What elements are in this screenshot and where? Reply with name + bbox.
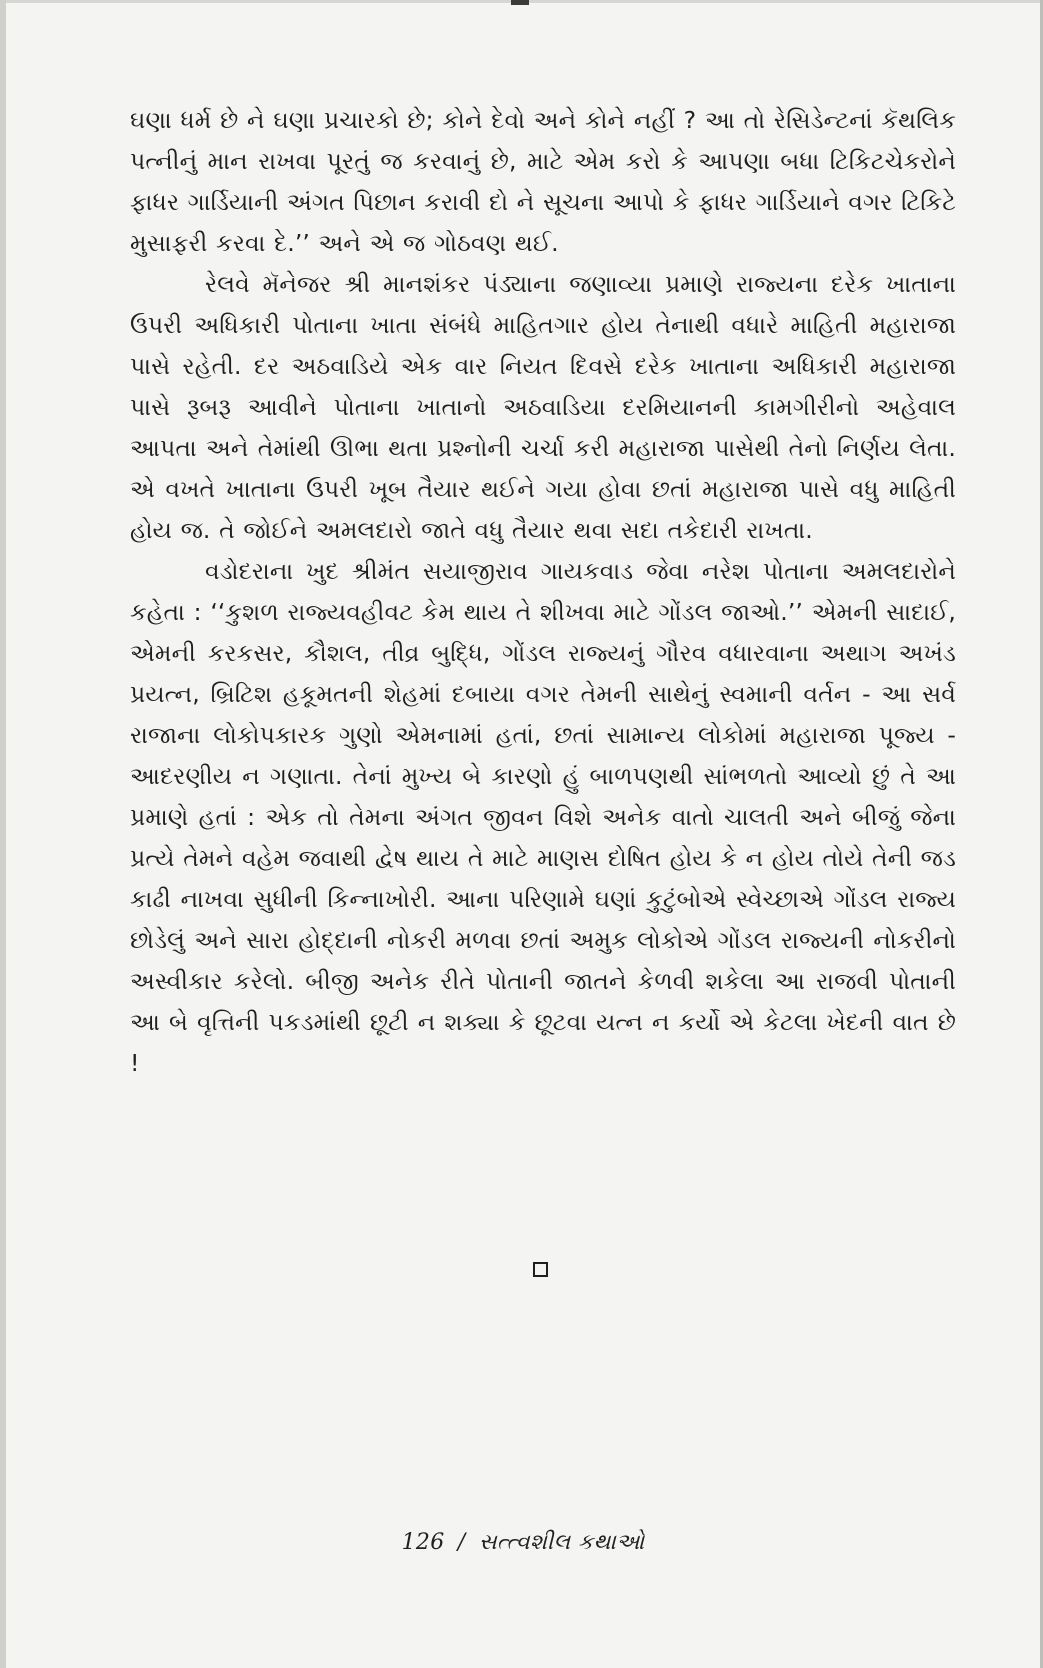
body-text [130, 100, 956, 1084]
page-number: 126 [401, 1530, 445, 1555]
paragraph-1: ઘણા ધર્મ છે ને ઘણા પ્રચારકો છે; કોને દેવો અને કોને નહીં ? આ તો રેસિડેન્ટનાં કૅથલિક પત્નીનું માન રાખવા પૂરતું જ કરવાનું છે, માટે એમ કરો કે આપણા બધા ટિકિટચેકરોને ફાધર ગાર્ડિયાની અંગત પિછાન કરાવી દો ને સૂચના આપો કે ફાધર ગાર્ડિયાને વગર ટિકિટે મુસાફરી કરવા દે.’’ અને એ જ ગોઠવણ થઈ. [130, 106, 956, 257]
book-title: સત્ત્વશીલ કથાઓ [478, 1530, 645, 1555]
page-edge-mark [511, 0, 529, 5]
section-end-square-icon [533, 1262, 548, 1277]
paragraph-3: વડોદરાના ખુદ શ્રીમંત સયાજીરાવ ગાયકવાડ જેવા નરેશ પોતાના અમલદારોને કહેતા : ‘‘કુશળ રાજ્યવહીવટ કેમ થાય તે શીખવા માટે ગોંડલ જાઓ.’’ એમની સાદાઈ, એમની કરકસર, કૌશલ, તીવ્ર બુદ્ધિ, ગોંડલ રાજ્યનું ગૌરવ વધારવાના અથાગ અખંડ પ્રયત્ન, બ્રિટિશ હકૂમતની શેહમાં દબાયા વગર તેમની સાથેનું સ્વમાની વર્તન - આ સર્વ રાજાના લોકોપકારક ગુણો એમનામાં હતાં, છતાં સામાન્ય લોકોમાં મહારાજા પૂજ્ય - આદરણીય ન ગણાતા. તેનાં મુખ્ય બે કારણો હું બાળપણથી સાંભળતો આવ્યો છું તે આ પ્રમાણે હતાં : એક તો તેમના અંગત જીવન વિશે અનેક વાતો ચાલતી અને બીજું જેના પ્રત્યે તેમને વહેમ જવાથી દ્વેષ થાય તે માટે માણસ દોષિત હોય કે ન હોય તોયે તેની જડ કાઢી નાખવા સુધીની કિન્નાખોરી. આના પરિણામે ઘણાં કુટુંબોએ સ્વેચ્છાએ ગોંડલ રાજ્ય છોડેલું અને સારા હોદ્દાની નોકરી મળવા છતાં અમુક લોકોએ ગોંડલ રાજ્યની નોકરીનો અસ્વીકાર કરેલો. બીજી અનેક રીતે પોતાની જાતને કેળવી શકેલા આ રાજવી પોતાની આ બે વૃત્તિની પકડમાંથી છૂટી ન શક્યા કે છૂટવા યત્ન ન કર્યો એ કેટલા ખેદની વાત છે ! [130, 557, 956, 1077]
paragraph-2: રેલવે મૅનેજર શ્રી માનશંકર પંડ્યાના જણાવ્યા પ્રમાણે રાજ્યના દરેક ખાતાના ઉપરી અધિકારી પોતાના ખાતા સંબંધે માહિતગાર હોય તેનાથી વધારે માહિતી મહારાજા પાસે રહેતી. દર અઠવાડિયે એક વાર નિયત દિવસે દરેક ખાતાના અધિકારી મહારાજા પાસે રૂબરૂ આવીને પોતાના ખાતાનો અઠવાડિયા દરમિયાનની કામગીરીનો અહેવાલ આપતા અને તેમાંથી ઊભા થતા પ્રશ્નોની ચર્ચા કરી મહારાજા પાસેથી તેનો નિર્ણય લેતા. એ વખતે ખાતાના ઉપરી ખૂબ તૈયાર થઈને ગયા હોવા છતાં મહારાજા પાસે વધુ માહિતી હોય જ. તે જોઈને અમલદારો જાતે વધુ તૈયાર થવા સદા તકેદારી રાખતા. [130, 270, 956, 544]
footer-separator: / [457, 1530, 466, 1555]
page-footer [6, 1530, 1040, 1555]
